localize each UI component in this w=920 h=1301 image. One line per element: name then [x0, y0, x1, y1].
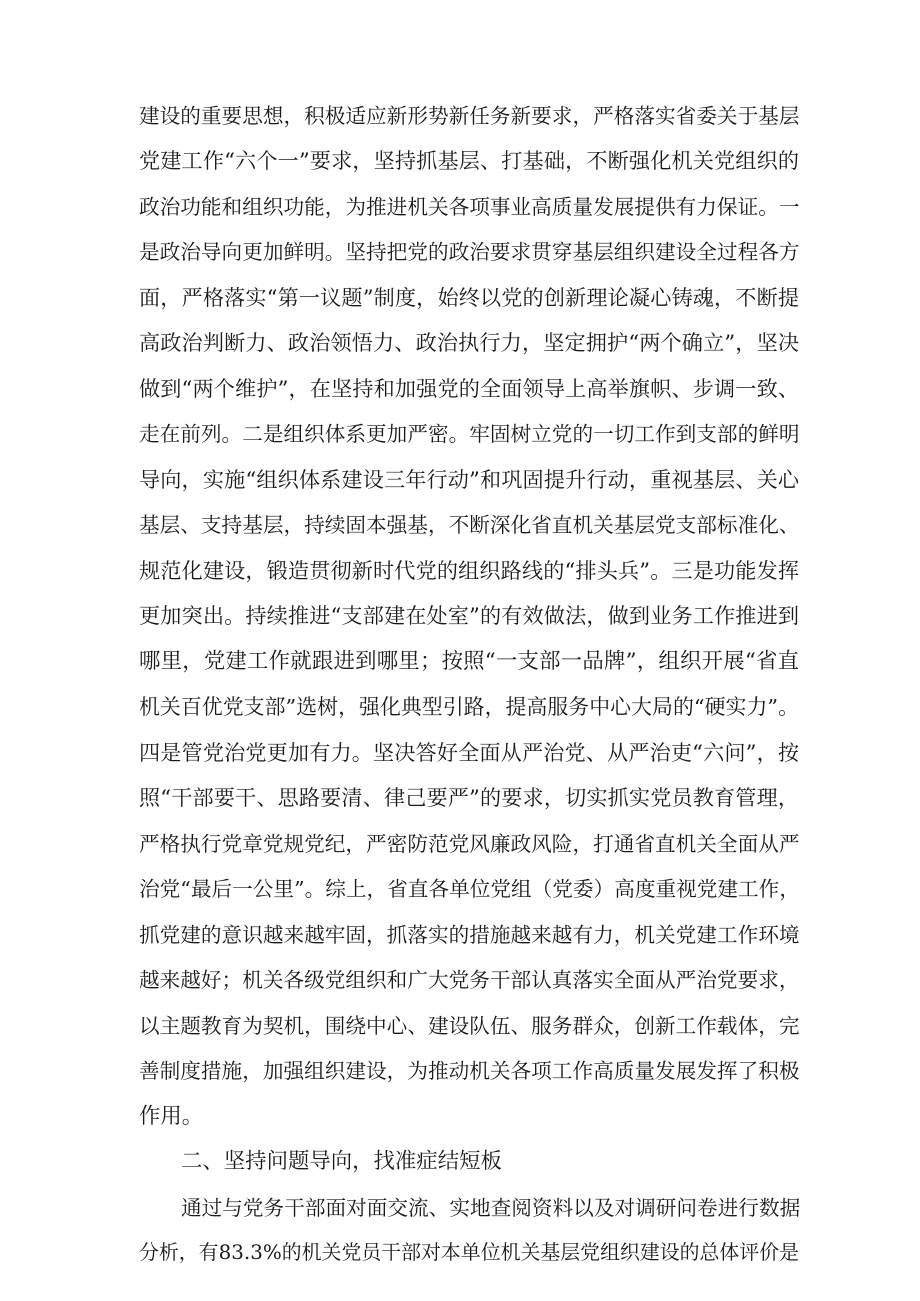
body-line-11: 规范化建设，锻造贯彻新时代党的组织路线的“排头兵”。三是功能发挥 [139, 558, 799, 583]
body-line-7: 做到“两个维护”，在坚持和加强党的全面领导上高举旗帜、步调一致、 [139, 376, 799, 401]
section-heading: 二、坚持问题导向，找准症结短板 [181, 1149, 502, 1174]
body-line-12: 更加突出。持续推进“支部建在处室”的有效做法，做到业务工作推进到 [139, 603, 799, 628]
body-line-23: 作用。 [139, 1104, 204, 1129]
paragraph2-line-1: 通过与党务干部面对面交流、实地查阅资料以及对调研问卷进行数据 [181, 1196, 801, 1220]
body-line-14: 机关百优党支部”选树，强化典型引路，提高服务中心大局的“硬实力”。 [139, 695, 799, 719]
body-line-13: 哪里，党建工作就跟进到哪里；按照“一支部一品牌”，组织开展“省直 [139, 649, 799, 674]
body-line-15: 四是管党治党更加有力。坚决答好全面从严治党、从严治吏“六问”，按 [139, 740, 799, 765]
body-line-9: 导向，实施“组织体系建设三年行动”和巩固提升行动，重视基层、关心 [139, 467, 799, 492]
body-line-3: 政治功能和组织功能，为推进机关各项事业高质量发展提供有力保证。一 [139, 195, 800, 219]
body-line-4: 是政治导向更加鲜明。坚持把党的政治要求贯穿基层组织建设全过程各方 [139, 240, 800, 264]
paragraph2-line-2: 分析，有83.3%的机关党员干部对本单位机关基层党组织建设的总体评价是 [139, 1241, 799, 1264]
body-line-5: 面，严格落实“第一议题”制度，始终以党的创新理论凝心铸魂，不断提 [139, 285, 799, 310]
body-line-21: 以主题教育为契机，围绕中心、建设队伍、服务群众，创新工作载体，完 [139, 1014, 800, 1038]
body-line-17: 严格执行党章党规党纪，严密防范党风廉政风险，打通省直机关全面从严 [139, 832, 800, 856]
body-line-6: 高政治判断力、政治领悟力、政治执行力，坚定拥护“两个确立”，坚决 [139, 330, 799, 355]
body-line-2: 党建工作“六个一”要求，坚持抓基层、打基础，不断强化机关党组织的 [139, 148, 799, 173]
body-line-10: 基层、支持基层，持续固本强基，不断深化省直机关基层党支部标准化、 [139, 513, 800, 537]
body-line-8: 走在前列。二是组织体系更加严密。牢固树立党的一切工作到支部的鲜明 [139, 422, 800, 446]
body-line-20: 越来越好；机关各级党组织和广大党务干部认真落实全面从严治党要求， [139, 968, 800, 992]
body-line-16: 照“干部要干、思路要清、律己要严”的要求，切实抓实党员教育管理， [139, 785, 799, 810]
body-line-1: 建设的重要思想，积极适应新形势新任务新要求，严格落实省委关于基层 [139, 104, 800, 128]
body-line-22: 善制度措施，加强组织建设，为推动机关各项工作高质量发展发挥了积极 [139, 1059, 800, 1083]
body-line-18: 治党“最后一公里”。综上，省直各单位党组（党委）高度重视党建工作， [139, 877, 800, 901]
body-line-19: 抓党建的意识越来越牢固，抓落实的措施越来越有力，机关党建工作环境 [139, 923, 800, 947]
